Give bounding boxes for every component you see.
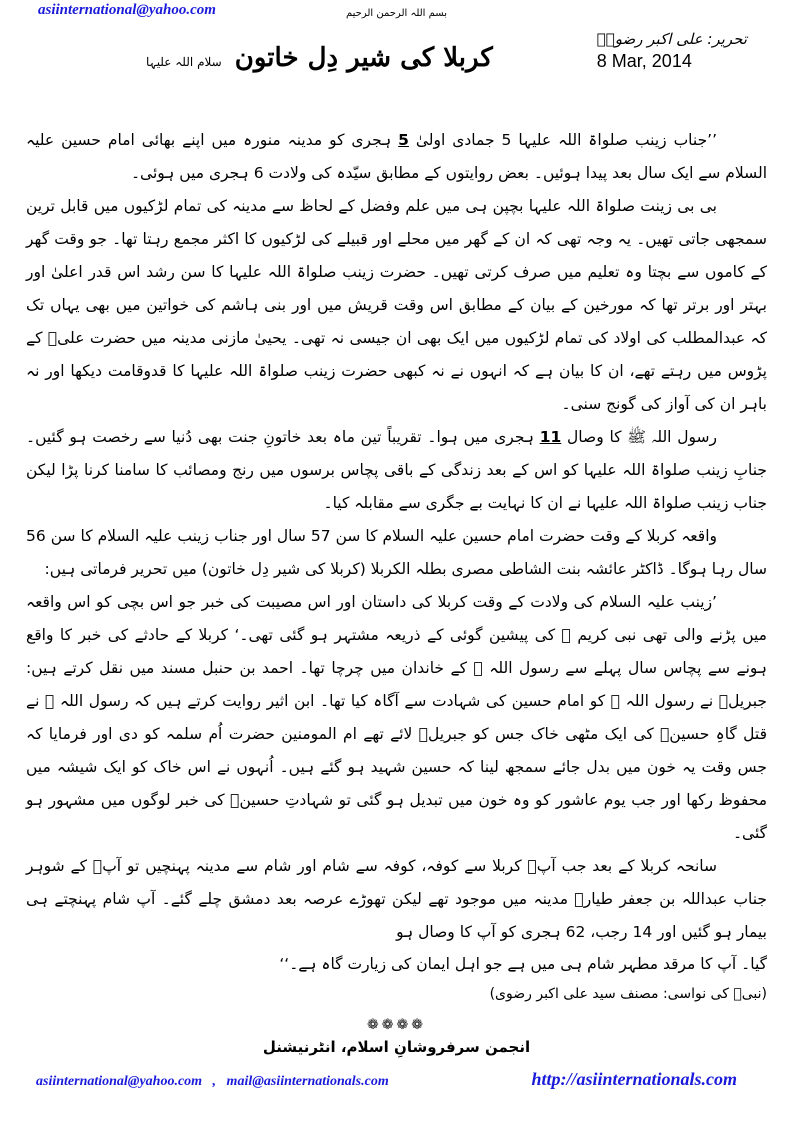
closing-text: گیا۔ آپ کا مرقد مطہر شام ہی میں ہے جو اہل ایمان کی زیارت گاہ ہے۔‘‘ xyxy=(279,955,767,973)
bismillah: بسم اللہ الرحمن الرحیم xyxy=(345,8,447,19)
article-body xyxy=(26,124,767,949)
text-run: واقعہ کربلا کے وقت حضرت امام حسین علیہ السلام کا سن 57 سال اور جناب زینب علیہ السلام کا سن 56 سال رہا ہوگا۔ ڈاکٹر عائشہ بنت الشاطی مصری بطلہ الکربلا (کربلا کی شیر دِل خاتون) میں تحریر فرماتی ہیں: xyxy=(26,527,767,578)
paragraph-prophet-demise xyxy=(26,421,767,520)
text-run: رسول اللہ ﷺ کا وصال xyxy=(561,428,717,446)
footer-website-link[interactable]: http://asiinternationals.com xyxy=(531,1069,737,1089)
underlined-number: 11 xyxy=(539,428,562,446)
title-honorific: سلام اللہ علیہا xyxy=(146,55,222,69)
text-run: ’’جناب زینب صلواۃ اللہ علیہا 5 جمادی اولیٰ xyxy=(408,131,718,149)
paragraph-birth xyxy=(26,124,767,190)
author-byline: تحریر: علی اکبر رضویؒ xyxy=(596,30,747,48)
top-row xyxy=(26,2,767,22)
closing-line xyxy=(26,949,767,1009)
underlined-number: 5 xyxy=(398,131,409,149)
paragraph-karbala-ages xyxy=(26,520,767,586)
paragraph-quote xyxy=(26,586,767,850)
text-run: ’زینب علیہ السلام کی ولادت کے وقت کربلا کی داستان اور اس مصیبت کی خبر جو اس بچی کو اس واقعہ میں پڑنے والی تھی نبی کریم ﷺ کی پیشین گوئی کے ذریعہ مشتہر ہو گئی تھی۔‘ کربلا کے حادثے کی خبر کا واقع ہونے سے پچاس سال پہلے سے رسول اللہ ﷺ کے خاندان میں چرچا تھا۔ احمد بن حنبل مسند میں نقل کرتے ہیں: جبریلؑ نے رسول اللہ ﷺ کو امام حسین کی شہادت سے آگاہ کیا تھا۔ ابن اثیر روایت کرتے ہیں کہ رسول اللہ ﷺ نے قتل گاہِ حسینؑ کی ایک مٹھی خاک جس کو جبریلؑ لائے تھے ام المومنین حضرت اُم سلمہ کو دی اور فرمایا کہ جس وقت یہ خون میں بدل جائے سمجھ لینا کہ حسین شہید ہو گئے ہیں۔ اُنہوں نے اس خاک کو ایک شیشہ میں محفوظ رکھا اور جب یوم عاشور کو وہ خون میں تبدیل ہو گئی تو شہادتِ حسینؑ کی خبر لوگوں میں مشہور ہو گئی۔ xyxy=(26,593,767,842)
text-run: بی بی زینت صلواۃ اللہ علیہا بچپن ہی میں علم وفضل کے لحاظ سے مدینہ کی تمام لڑکیوں میں قابل ترین سمجھی جاتی تھیں۔ یہ وجہ تھی کہ ان کے گھر میں محلے اور قبیلے کی لڑکیوں کا اکثر مجمع رہتا تھا۔ جو وقت گھر کے کاموں سے بچتا وہ تعلیم میں صرف کرتی تھیں۔ حضرت زینب صلواۃ اللہ علیہا کا سن رشد اس قدر اعلیٰ اور بہتر اور برتر تھا کہ مورخین کے بیان کے مطابق اس وقت قریش میں اور بنی ہاشم کی خواتین میں بھی یہاں تک کہ عبدالمطلب کی اولاد کی تمام لڑکیوں میں ایک بھی ان جیسی نہ تھی۔ یحییٰ مازنی مدینہ میں حضرت علیؑ کے پڑوس میں رہتے تھے، ان کا بیان ہے کہ انہوں نے نہ کبھی حضرت زینب صلواۃ اللہ علیہا کا قدوقامت دیکھا اور نہ باہر ان کی آواز کی گونج سنی۔ xyxy=(26,197,767,413)
footer xyxy=(26,1069,767,1090)
header-row xyxy=(26,28,767,84)
title-text: کربلا کی شیر دِل خاتون xyxy=(234,43,493,73)
source-credit: (نبیؐ کی نواسی: مصنف سید علی اکبر رضوی) xyxy=(489,986,767,1002)
page-title xyxy=(146,36,493,84)
paragraph-after-karbala xyxy=(26,850,767,949)
text-run: ہجری کو مدینہ منورہ میں اپنے بھائی امام حسین علیہ السلام سے ایک سال بعد پیدا ہوئیں۔ بعض روایتوں کے مطابق سیّدہ کی ولادت 6 ہجری میں ہوئی۔ xyxy=(26,131,767,182)
publish-date: 8 Mar, 2014 xyxy=(596,51,692,71)
text-run: سانحہ کربلا کے بعد جب آپؑ کربلا سے کوفہ، کوفہ سے شام اور شام سے مدینہ پہنچیں تو آپؑ کے شوہر جناب عبداللہ بن جعفر طیارؓ مدینہ میں موجود تھے لیکن تھوڑے عرصہ بعد دمشق چلے گئے۔ آپ شام پہنچتے ہی بیمار ہو گئیں اور 14 رجب، 62 ہجری کو آپ کا وصال ہو xyxy=(26,857,767,941)
byline xyxy=(597,28,747,72)
paragraph-childhood xyxy=(26,190,767,421)
organization-name: انجمن سرفروشانِ اسلام، انٹرنیشنل xyxy=(262,1038,531,1056)
footer-email-links[interactable]: asiinternational@yahoo.com , mail@asiinternationals.com xyxy=(36,1074,389,1089)
text-run: ہجری میں ہوا۔ تقریباً تین ماہ بعد خاتونِ جنت بھی دُنیا سے رخصت ہو گئیں۔ جنابِ زینب صلواۃ اللہ علیہا کو اس کے بعد زندگی کے باقی پچاس برسوں میں رنج ومصائب کا سامنا کرنا پڑا لیکن جناب زینب صلواۃ اللہ علیہا نے ان کا نہایت بے جگری سے مقابلہ کیا۔ xyxy=(26,428,767,512)
flower-separator-icon: ❁❁❁❁ xyxy=(367,1017,426,1033)
header-email-link[interactable]: asiinternational@yahoo.com xyxy=(38,2,216,18)
